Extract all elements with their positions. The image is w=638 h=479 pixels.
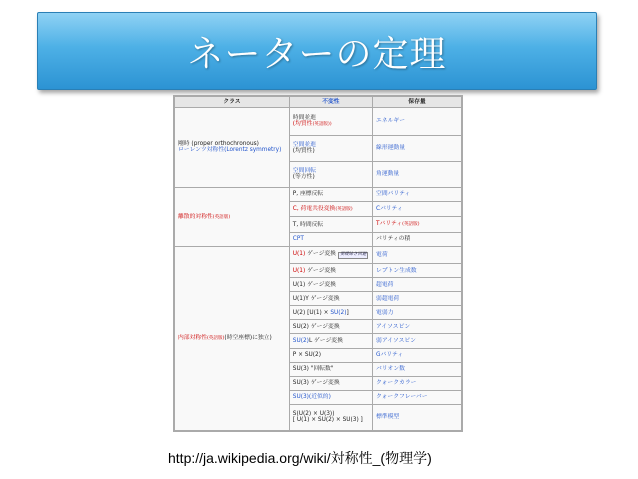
invariance-cell — [289, 306, 372, 320]
disambiguation-tag[interactable]: 要曖昧さ回避 — [339, 252, 367, 258]
source-url-caption[interactable]: http://ja.wikipedia.org/wiki/対称性_(物理学) — [168, 450, 432, 466]
invariance-cell: P × SU(2) — [289, 348, 372, 362]
conserved-cell[interactable]: 弱アイソスピン — [373, 334, 462, 348]
conserved-cell[interactable]: 角運動量 — [373, 161, 462, 187]
conserved-cell[interactable]: 標準模型 — [373, 404, 462, 430]
conserved-cell — [373, 217, 462, 233]
class-discrete-note[interactable]: (英語版) — [212, 214, 231, 220]
class-lorentz — [175, 108, 290, 188]
conserved-cell[interactable]: アイソスピン — [373, 320, 462, 334]
invariance-subtext[interactable]: (均質性 — [292, 120, 313, 127]
invariance-cell[interactable]: CPT — [289, 232, 372, 246]
class-internal-note[interactable]: (英語版) — [207, 336, 225, 342]
invariance-link[interactable]: SU(2) — [292, 337, 309, 344]
invariance-note[interactable]: (英語版)) — [312, 121, 332, 127]
invariance-cell: U(1)Y ゲージ変換 — [289, 292, 372, 306]
invariance-cell: SU(3) ゲージ変換 — [289, 376, 372, 390]
class-lorentz-line1: 剛時 (proper orthochronous) — [178, 141, 259, 148]
slide-title: ネーターの定理 — [187, 33, 447, 75]
symmetry-table — [173, 95, 463, 432]
invariance-link[interactable]: U(1) — [292, 267, 306, 274]
invariance-subtext: (等方性) — [292, 174, 315, 181]
class-internal-link[interactable]: 内部対称性 — [178, 335, 207, 342]
invariance-cell: T, 時間反転 — [289, 217, 372, 233]
invariance-cell — [289, 247, 372, 264]
invariance-cell — [289, 108, 372, 136]
class-lorentz-link[interactable]: ローレンツ対称性(Lorentz symmetry) — [178, 147, 282, 154]
table-header-row — [175, 97, 462, 108]
conserved-cell[interactable]: クォークカラー — [373, 376, 462, 390]
conserved-cell[interactable]: 電荷 — [373, 247, 462, 264]
conserved-cell: パリティの積 — [373, 232, 462, 246]
table-row — [175, 108, 462, 136]
conserved-cell[interactable]: クォークフレーバー — [373, 390, 462, 404]
invariance-cell: SU(3) "回転数" — [289, 362, 372, 376]
conserved-note[interactable]: (英語版) — [402, 222, 420, 228]
conserved-cell[interactable]: 空間パリティ — [373, 187, 462, 201]
class-discrete — [175, 187, 290, 246]
invariance-text: 時間並進 — [292, 114, 316, 121]
conserved-cell[interactable]: Cパリティ — [373, 201, 462, 217]
class-discrete-link[interactable]: 離散的対称性 — [178, 213, 213, 220]
invariance-cell — [289, 135, 372, 161]
invariance-cell: SU(2) ゲージ変換 — [289, 320, 372, 334]
conserved-cell[interactable]: 電弱力 — [373, 306, 462, 320]
class-internal-suffix: (時空座標)に独立) — [224, 335, 272, 342]
invariance-cell: U(1) ゲージ変換 — [289, 278, 372, 292]
conserved-cell[interactable]: レプトン生成数 — [373, 264, 462, 278]
invariance-link[interactable]: U(1) — [292, 251, 306, 258]
header-invariance: 不変性 — [289, 97, 372, 108]
invariance-cell: P, 座標反転 — [289, 187, 372, 201]
invariance-cell — [289, 201, 372, 217]
invariance-cell[interactable]: SU(3)(近似的) — [289, 390, 372, 404]
conserved-text[interactable]: Tパリティ — [376, 221, 403, 228]
header-class: クラス — [175, 97, 290, 108]
invariance-text-end: ] — [346, 309, 349, 316]
invariance-cell — [289, 404, 372, 430]
invariance-text: ゲージ変換 — [305, 267, 336, 274]
invariance-text[interactable]: C, 荷電共役変換 — [292, 205, 336, 212]
invariance-note[interactable]: (英語版) — [335, 206, 353, 212]
class-internal — [175, 247, 290, 431]
table-row — [175, 187, 462, 201]
invariance-text: S(U(2) × U(3)) — [292, 411, 335, 418]
invariance-text[interactable]: 空間並進 — [292, 142, 316, 149]
conserved-cell[interactable]: 線形運動量 — [373, 135, 462, 161]
invariance-cell — [289, 334, 372, 348]
conserved-cell[interactable]: 超電荷 — [373, 278, 462, 292]
invariance-subtext: (均質性) — [292, 148, 315, 155]
conserved-cell[interactable]: 弱超電荷 — [373, 292, 462, 306]
title-banner — [37, 12, 597, 90]
invariance-text: L ゲージ変換 — [308, 337, 343, 344]
invariance-link[interactable]: SU(2) — [330, 309, 347, 316]
invariance-cell — [289, 264, 372, 278]
invariance-text: U(2) [U(1) × — [292, 309, 331, 316]
invariance-subtext: [ U(1) × SU(2) × SU(3) ] — [292, 417, 363, 424]
table-row — [175, 247, 462, 264]
header-conserved: 保存量 — [373, 97, 462, 108]
conserved-cell[interactable]: バリオン数 — [373, 362, 462, 376]
invariance-cell — [289, 161, 372, 187]
invariance-text: ゲージ変換 — [305, 251, 336, 258]
invariance-text[interactable]: 空間回転 — [292, 168, 316, 175]
conserved-cell[interactable]: エネルギー — [373, 108, 462, 136]
conserved-cell[interactable]: Gパリティ — [373, 348, 462, 362]
symmetry-table-grid — [174, 96, 462, 431]
